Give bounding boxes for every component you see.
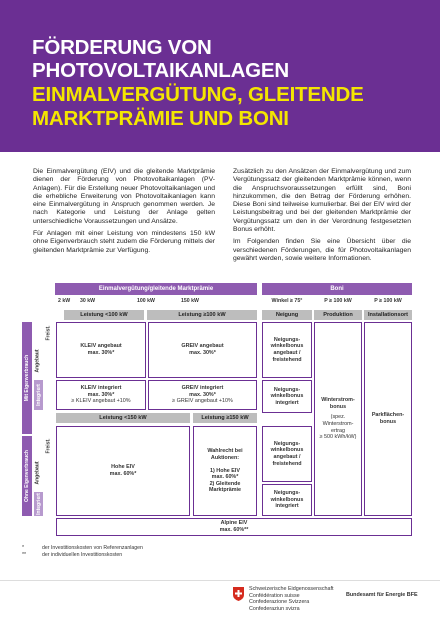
bonus-col-p100-ort: P ≥ 100 kW bbox=[374, 298, 402, 304]
footnote-1-mark: * bbox=[22, 545, 25, 551]
neigung-integriert-box-1: Neigungs- winkelbonus integriert bbox=[262, 380, 312, 413]
swiss-coat-of-arms-icon bbox=[232, 587, 245, 601]
sub-integriert-ohne: Integriert bbox=[35, 493, 42, 515]
parkflaechen-box: Parkflächen- bonus bbox=[364, 322, 412, 516]
wahlrecht-box: Wahlrecht bei Auktionen: 1) Hohe EIV max. 60%* 2) Gleitende Marktprämie bbox=[193, 426, 257, 516]
diagram-title-right: Boni bbox=[262, 283, 412, 295]
footnote-2: der individuellen Investitionskosten bbox=[42, 552, 123, 558]
intro-left-paragraph-1: Die Einmalvergütung (EIV) und die gleitende Marktprämie dienen der Förderung von Photovoltaikanlagen (PV-Anlagen). Für die Erstellung neuer Photovoltaikanlagen und die erhebliche Erweiterung von Photovoltaikanlagen kann eine Einmalvergütung in Anspruch genommen werden. Je nach Kategorie und Leistung der Anlage gelten unterschiedliche Voraussetzungen und Ansätze. bbox=[33, 168, 215, 225]
tick-100kw: 100 kW bbox=[137, 298, 155, 304]
greiv-integriert-box bbox=[148, 380, 257, 410]
kleiv-angebaut-box: KLEIV angebaut max. 30%* bbox=[56, 322, 146, 378]
conf-rm: Confederaziun svizra bbox=[249, 605, 300, 612]
footnote-1: der Investitionskosten von Referenzanlagen bbox=[42, 545, 143, 551]
confederation-names bbox=[249, 586, 334, 612]
subtitle-line-2: MARKTPRÄMIE UND BONI bbox=[32, 107, 289, 130]
neigung-angebaut-box-2: Neigungs- winkelbonus angebaut / freistehend bbox=[262, 426, 312, 482]
section-mit-eigenverbrauch: Mit Eigenverbrauch bbox=[22, 322, 32, 434]
sub-integriert-mit: Integriert bbox=[34, 380, 43, 410]
title-line-2: PHOTOVOLTAIKANLAGEN bbox=[32, 59, 290, 82]
bonus-head-neigung: Neigung bbox=[262, 310, 312, 320]
footer-divider bbox=[0, 580, 440, 581]
footnote-2-mark: ** bbox=[22, 552, 27, 558]
leistung-lt150: Leistung <150 kW bbox=[56, 413, 190, 423]
greiv-integriert-sub: ≥ GREIV angebaut +10% bbox=[172, 398, 233, 405]
tick-30kw: 30 kW bbox=[80, 298, 95, 304]
neigung-integriert-box-2: Neigungs- winkelbonus integriert bbox=[262, 484, 312, 516]
alpine-eiv-box: Alpine EIV max. 60%** bbox=[56, 518, 412, 536]
leistung-ge150: Leistung ≥150 kW bbox=[193, 413, 257, 423]
winterstrom-condition: (spez. Winterstrom- ertrag ≥ 500 kWh/kW) bbox=[319, 414, 357, 441]
sub-frei-ohne: Freist. bbox=[45, 438, 52, 454]
leistung-lt100: Leistung <100 kW bbox=[64, 310, 144, 320]
subtitle-line-1: EINMALVERGÜTUNG, GLEITENDE bbox=[32, 83, 364, 106]
conf-de: Schweizerische Eidgenossenschaft bbox=[249, 586, 334, 592]
bonus-head-installationsort: Installationsort bbox=[364, 310, 412, 320]
kleiv-integriert-box bbox=[56, 380, 146, 410]
bonus-col-winkel: Winkel ≥ 75° bbox=[271, 298, 303, 304]
diagram-title-left: Einmalvergütung/gleitende Marktprämie bbox=[55, 283, 257, 295]
tick-150kw: 150 kW bbox=[181, 298, 199, 304]
hohe-eiv-box: Hohe EIV max. 60%* bbox=[56, 426, 190, 516]
sub-angebaut-ohne: Angebaut bbox=[35, 461, 41, 485]
tick-2kw: 2 kW bbox=[58, 298, 71, 304]
bonus-col-p100-prod: P ≥ 100 kW bbox=[324, 298, 352, 304]
sub-angebaut-mit: Angebaut bbox=[35, 349, 41, 373]
winterstrom-box bbox=[314, 322, 362, 516]
intro-right-paragraph-2: Im Folgenden finden Sie eine Übersicht über die verschiedenen Förderungen, die für Photovoltaikanlagen gewährt werden, sowie weitere Informationen. bbox=[233, 238, 411, 262]
section-ohne-eigenverbrauch: Ohne Eigenverbrauch bbox=[22, 436, 32, 516]
kleiv-integriert-text: KLEIV integriert max. 30%* bbox=[80, 385, 122, 398]
intro-right-paragraph-1: Zusätzlich zu den Ansätzen der Einmalvergütung und zum Vergütungssatz der gleitenden Marktprämie können, wenn die Anspruchsvoraussetzungen erfüllt sind, Boni hinzukommen, die den Betrag der Förderung erhöhen. Diese Boni sind teilweise kumulierbar. Bei der EIV wird der Leistungsbeitrag und bei der gleitenden Marktprämie der Vergütungssatz um den in der Verordnung festgesetzten Bonus erhöht. bbox=[233, 168, 411, 234]
kleiv-integriert-sub: ≥ KLEIV angebaut +10% bbox=[71, 398, 131, 405]
intro-left-paragraph-2: Für Anlagen mit einer Leistung von mindestens 150 kW ohne Eigenverbrauch steht zudem die Förderung mittels der gleitenden Marktprämie zur Verfügung. bbox=[33, 230, 215, 254]
sub-frei-mit: Freist. bbox=[45, 325, 52, 341]
greiv-integriert-text: GREIV integriert max. 30%* bbox=[181, 385, 224, 398]
office-name: Bundesamt für Energie BFE bbox=[346, 592, 418, 598]
leistung-ge100: Leistung ≥100 kW bbox=[147, 310, 257, 320]
greiv-angebaut-box: GREIV angebaut max. 30%* bbox=[148, 322, 257, 378]
winterstrom-title: Winterstrom- bonus bbox=[321, 397, 355, 410]
neigung-angebaut-box-1: Neigungs- winkelbonus angebaut / freistehend bbox=[262, 322, 312, 378]
bonus-head-produktion: Produktion bbox=[314, 310, 362, 320]
title-line-1: FÖRDERUNG VON bbox=[32, 36, 212, 59]
conf-fr: Confédération suisse bbox=[249, 592, 300, 599]
conf-it: Confederazione Svizzera bbox=[249, 599, 310, 606]
